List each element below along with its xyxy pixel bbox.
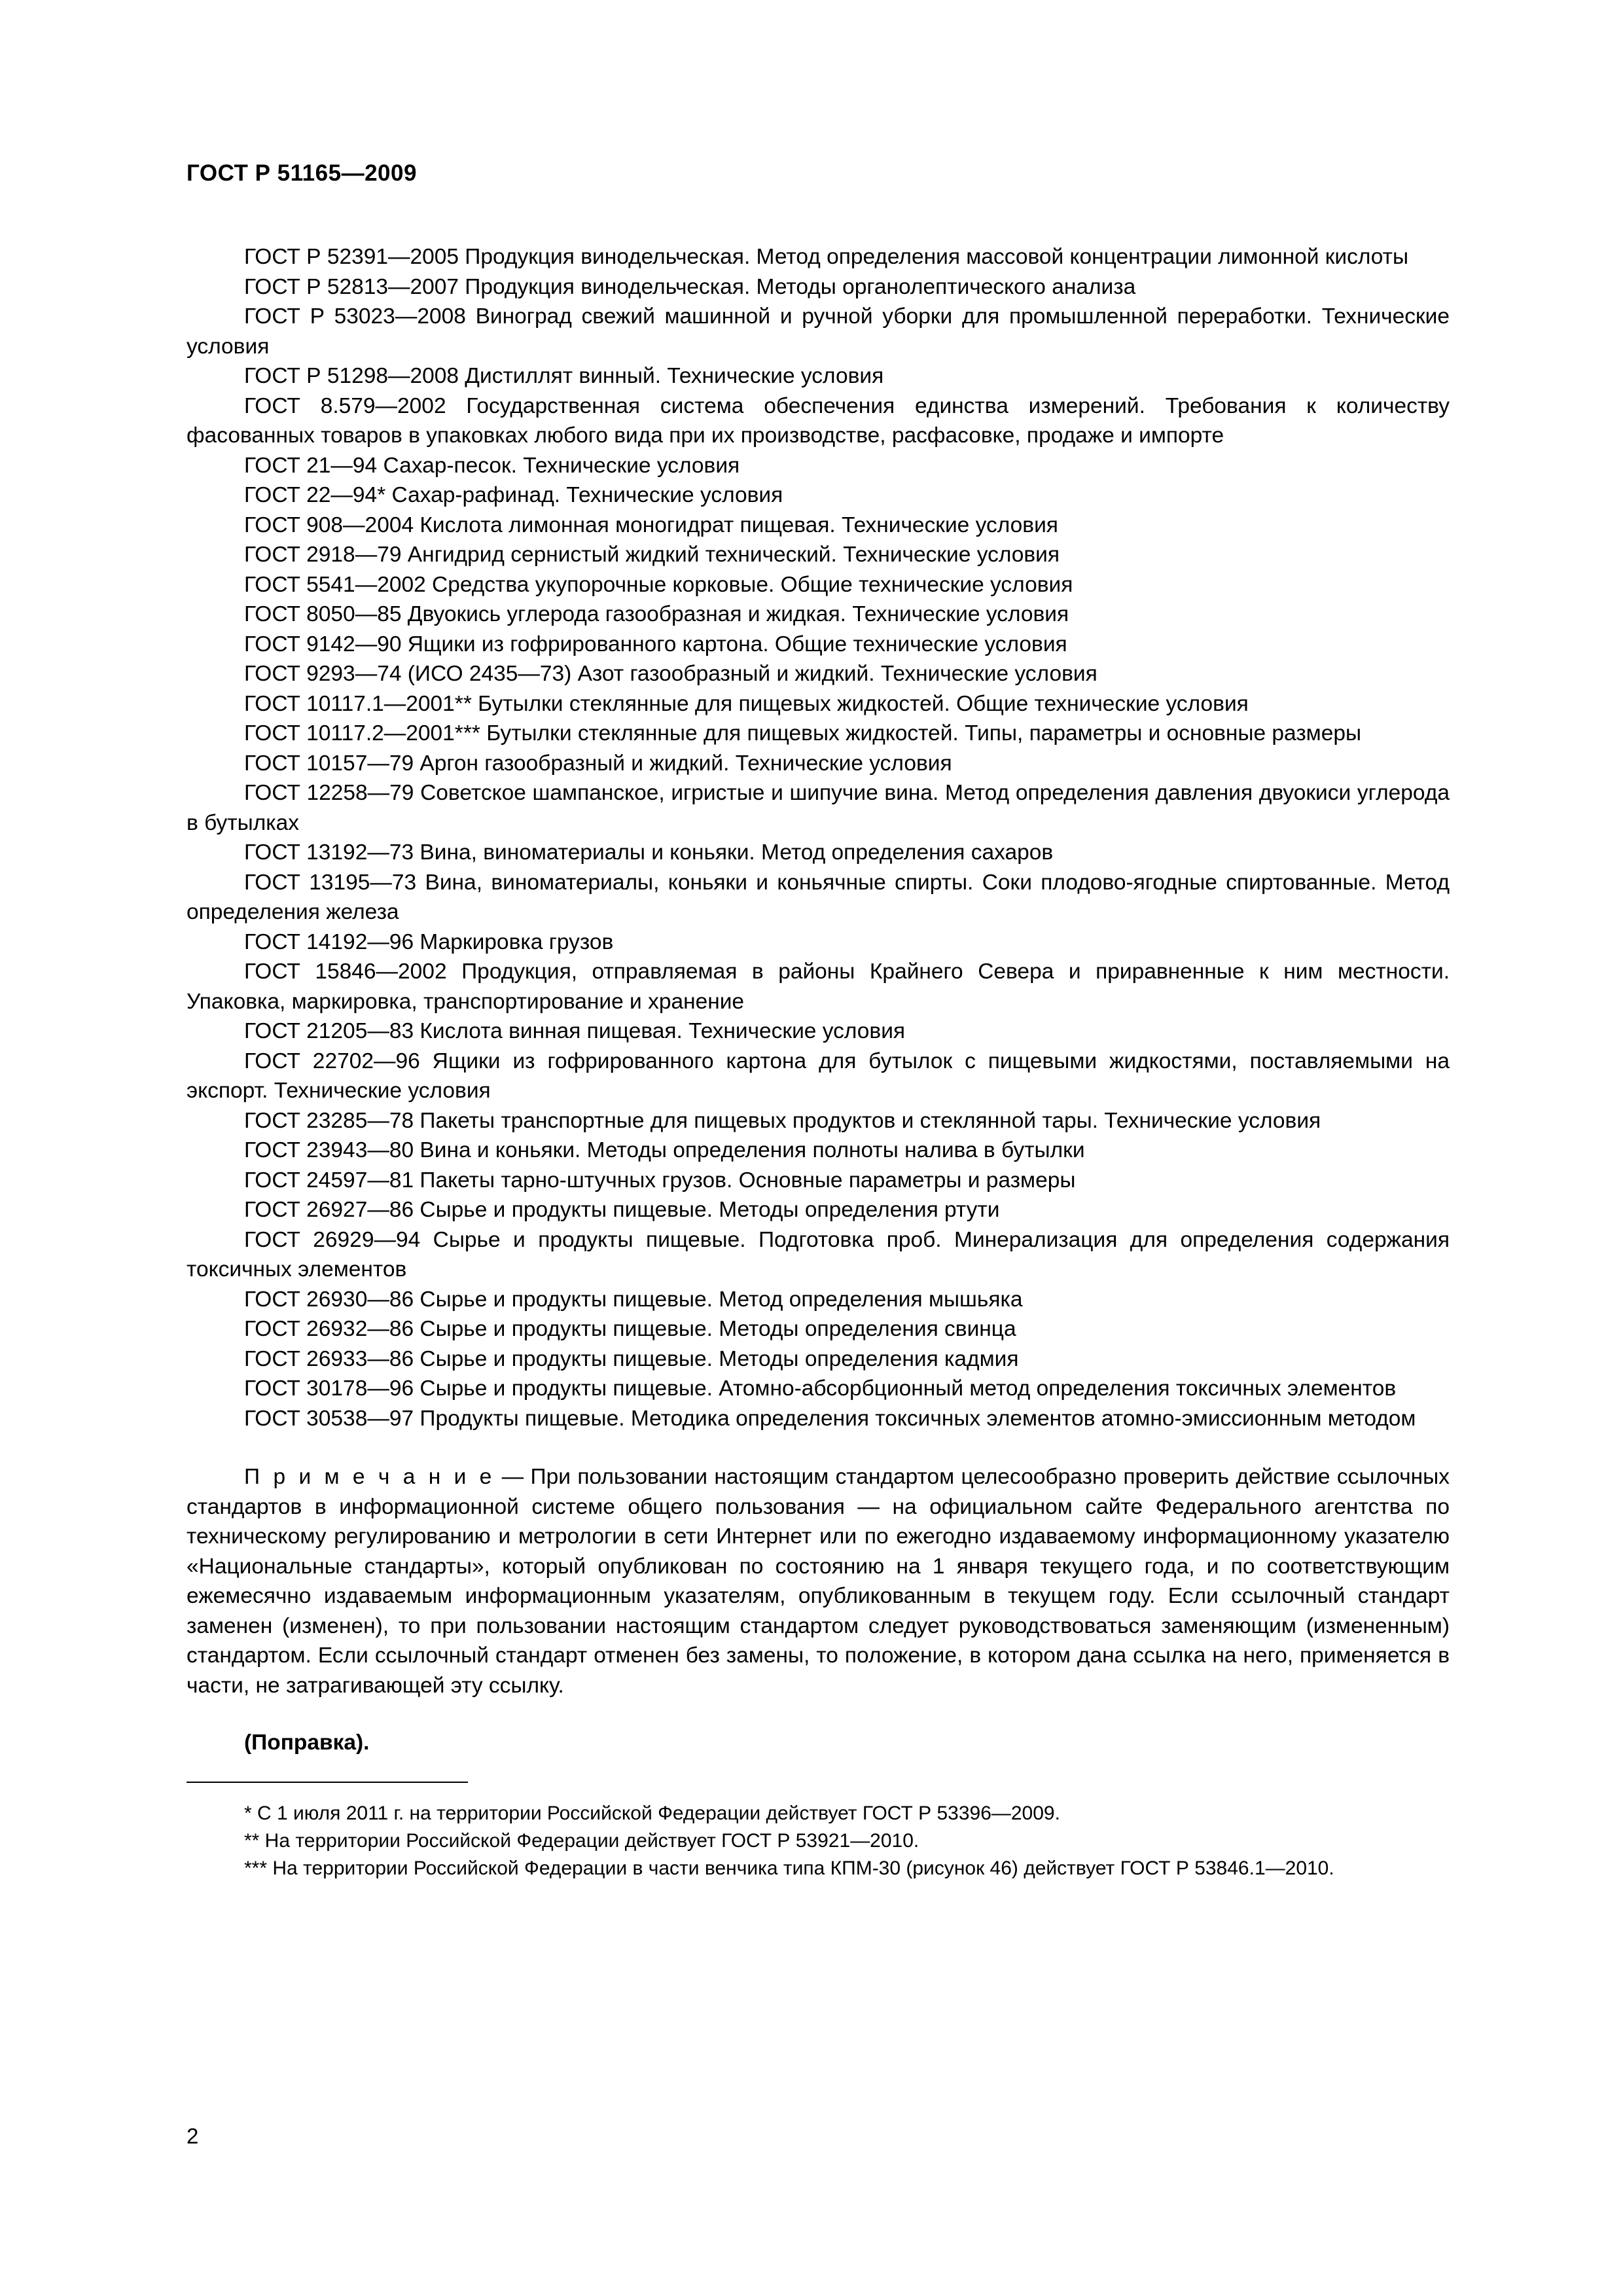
reference-item: ГОСТ Р 51298—2008 Дистиллят винный. Технические условия [244, 364, 884, 388]
note-block [187, 1462, 1450, 1700]
footnotes-block [187, 1800, 1450, 1882]
reference-item: ГОСТ 26932—86 Сырье и продукты пищевые. Методы определения свинца [244, 1317, 1016, 1341]
reference-item: ГОСТ 8.579—2002 Государственная система обеспечения единства измерений. Требования к количеству фасованных товаров в упаковках любого вида при их производстве, расфасовке, продаже и импорте [187, 393, 1450, 448]
reference-item: ГОСТ Р 53023—2008 Виноград свежий машинной и ручной уборки для промышленной переработки. Технические условия [187, 304, 1450, 359]
footnote-item: *** На территории Российской Федерации в части венчика типа КПМ-30 (рисунок 46) действует ГОСТ Р 53846.1—2010. [244, 1857, 1334, 1879]
reference-item: ГОСТ 9293—74 (ИСО 2435—73) Азот газообразный и жидкий. Технические условия [244, 662, 1097, 686]
reference-item: ГОСТ 21—94 Сахар-песок. Технические условия [244, 453, 740, 478]
reference-item: ГОСТ 22—94* Сахар-рафинад. Технические условия [244, 483, 783, 507]
reference-item: ГОСТ 15846—2002 Продукция, отправляемая в районы Крайнего Севера и приравненные к ним местности. Упаковка, маркировка, транспортирование и хранение [187, 960, 1450, 1014]
footnote-item: ** На территории Российской Федерации действует ГОСТ Р 53921—2010. [244, 1830, 919, 1852]
reference-item: ГОСТ 10157—79 Аргон газообразный и жидкий. Технические условия [244, 751, 952, 776]
reference-item: ГОСТ 22702—96 Ящики из гофрированного картона для бутылок с пищевыми жидкостями, поставляемыми на экспорт. Технические условия [187, 1049, 1450, 1103]
page-number: 2 [187, 2124, 199, 2148]
reference-item: ГОСТ 21205—83 Кислота винная пищевая. Технические условия [244, 1019, 906, 1043]
reference-item: ГОСТ 14192—96 Маркировка грузов [244, 929, 614, 954]
reference-item: ГОСТ 26933—86 Сырье и продукты пищевые. Методы определения кадмия [244, 1346, 1019, 1371]
reference-item: ГОСТ 12258—79 Советское шампанское, игристые и шипучие вина. Метод определения давления двуокиси углерода в бутылках [187, 781, 1450, 835]
footnote-item: * С 1 июля 2011 г. на территории Российской Федерации действует ГОСТ Р 53396—2009. [244, 1803, 1060, 1824]
footnote-separator [187, 1782, 468, 1783]
reference-item: ГОСТ 10117.1—2001** Бутылки стеклянные для пищевых жидкостей. Общие технические условия [244, 691, 1249, 716]
note-text: — При пользовании настоящим стандартом целесообразно проверить действие ссылочных стандартов в информационной системе общего пользования — на официальном сайте Федерального агентства по техническому регулированию и метрологии в сети Интернет или по ежегодно издаваемому информационному указателю «Национальные стандарты», который опубликован по состоянию на 1 января текущего года, и по соответствующим ежемесячно издаваемым информационным указателям, опубликованным в текущем году. Если ссылочный стандарт заменен (изменен), то при пользовании настоящим стандартом следует руководствоваться заменяющим (измененным) стандартом. Если ссылочный стандарт отменен без замены, то положение, в котором дана ссылка на него, применяется в части, не затрагивающей эту ссылку. [187, 1465, 1450, 1698]
reference-item: ГОСТ Р 52813—2007 Продукция винодельческая. Методы органолептического анализа [244, 274, 1136, 299]
reference-item: ГОСТ 30178—96 Сырье и продукты пищевые. Атомно-абсорбционный метод определения токсичных элементов [244, 1376, 1397, 1401]
reference-item: ГОСТ 24597—81 Пакеты тарно-штучных грузов. Основные параметры и размеры [244, 1168, 1076, 1193]
reference-item: ГОСТ 8050—85 Двуокись углерода газообразная и жидкая. Технические условия [244, 602, 1069, 626]
reference-item: ГОСТ 26930—86 Сырье и продукты пищевые. Метод определения мышьяка [244, 1287, 1023, 1312]
document-header: ГОСТ Р 51165—2009 [187, 160, 417, 186]
reference-item: ГОСТ 2918—79 Ангидрид сернистый жидкий технический. Технические условия [244, 543, 1060, 567]
note-paragraph [187, 1462, 1450, 1700]
reference-item: ГОСТ 5541—2002 Средства укупорочные корковые. Общие технические условия [244, 572, 1073, 597]
reference-item: ГОСТ 10117.2—2001*** Бутылки стеклянные для пищевых жидкостей. Типы, параметры и основные размеры [244, 721, 1362, 745]
reference-item: ГОСТ 908—2004 Кислота лимонная моногидрат пищевая. Технические условия [244, 512, 1058, 537]
correction-marker: (Поправка). [244, 1731, 370, 1755]
reference-item: ГОСТ Р 52391—2005 Продукция винодельческая. Метод определения массовой концентрации лимонной кислоты [244, 245, 1409, 269]
reference-item: ГОСТ 30538—97 Продукты пищевые. Методика определения токсичных элементов атомно-эмиссионным методом [244, 1406, 1416, 1431]
reference-item: ГОСТ 13192—73 Вина, виноматериалы и коньяки. Метод определения сахаров [244, 840, 1054, 865]
note-label: П р и м е ч а н и е [244, 1465, 495, 1489]
reference-item: ГОСТ 23943—80 Вина и коньяки. Методы определения полноты налива в бутылки [244, 1138, 1085, 1162]
reference-item: ГОСТ 26929—94 Сырье и продукты пищевые. Подготовка проб. Минерализация для определения содержания токсичных элементов [187, 1227, 1450, 1282]
reference-item: ГОСТ 13195—73 Вина, виноматериалы, коньяки и коньячные спирты. Соки плодово-ягодные спиртованные. Метод определения железа [187, 870, 1450, 924]
page-content [187, 160, 1450, 1882]
references-list [187, 242, 1450, 1433]
reference-item: ГОСТ 26927—86 Сырье и продукты пищевые. Методы определения ртути [244, 1198, 1000, 1222]
reference-item: ГОСТ 23285—78 Пакеты транспортные для пищевых продуктов и стеклянной тары. Технические условия [244, 1108, 1321, 1133]
reference-item: ГОСТ 9142—90 Ящики из гофрированного картона. Общие технические условия [244, 632, 1067, 656]
